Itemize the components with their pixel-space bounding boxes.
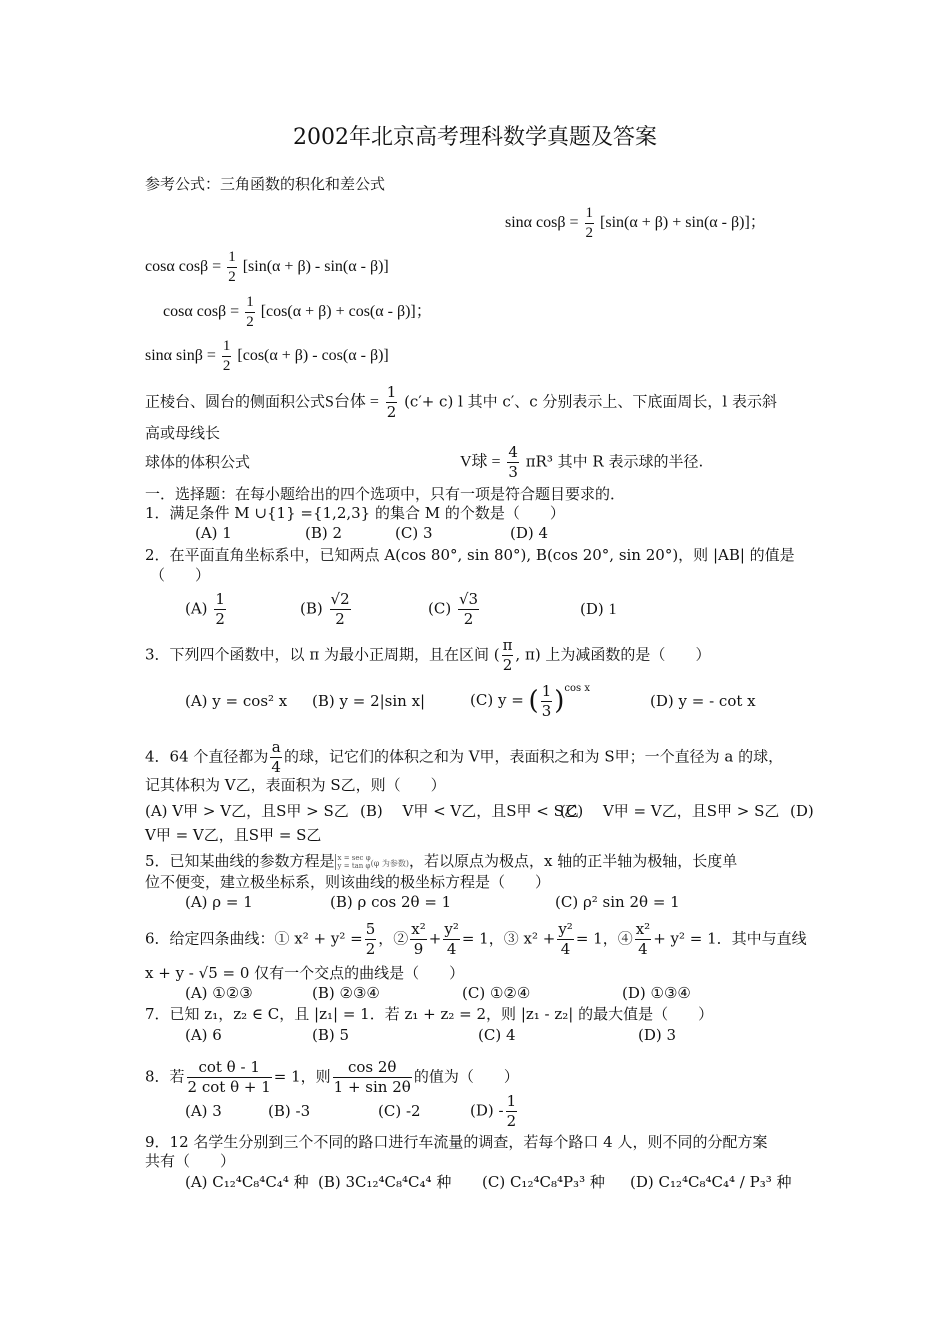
q2-option-a bbox=[185, 590, 228, 629]
q2-option-a-label: (A) bbox=[185, 599, 208, 618]
q3-stem-b: , π) 上为减函数的是（ ） bbox=[515, 645, 711, 664]
q1-stem: 1．满足条件 M ∪{1} ={1,2,3} 的集合 M 的个数是（ ） bbox=[145, 504, 565, 522]
frustum-text-b: (c′+ c) l 其中 c′、c 分别表示上、下底面周长，l 表示斜 bbox=[404, 392, 777, 411]
q6-frac-five-two bbox=[365, 920, 377, 959]
q6-option-a: (A) ①②③ bbox=[185, 984, 253, 1002]
q2-option-c-fraction bbox=[458, 590, 479, 629]
q3-c-num: 1 bbox=[541, 681, 552, 700]
ref-formula-2 bbox=[145, 248, 389, 287]
q2-stem: 2．在平面直角坐标系中，已知两点 A(cos 80°, sin 80°), B(cos 20°, sin 20°)，则 |AB| 的值是 bbox=[145, 546, 795, 564]
q8-fraction-2 bbox=[333, 1058, 412, 1097]
q4-option-d-label: (D) bbox=[790, 802, 814, 820]
q3-paren-open: ( bbox=[528, 686, 539, 716]
q6-stem bbox=[145, 920, 807, 959]
q4-option-b: (B) V甲 < V乙，且S甲 < S乙 bbox=[360, 802, 579, 820]
q7-option-b: (B) 5 bbox=[312, 1026, 350, 1044]
frustum-text-c: 高或母线长 bbox=[145, 424, 221, 442]
q8-option-c: (C) -2 bbox=[378, 1102, 421, 1120]
ref-formula-2-lhs: cosα cosβ = bbox=[145, 258, 222, 276]
half-den: 2 bbox=[222, 358, 231, 374]
q8-num2: cos 2θ bbox=[333, 1058, 412, 1078]
sphere-fraction bbox=[507, 443, 519, 482]
q9-stem-b: 共有（ ） bbox=[145, 1152, 236, 1170]
q4-stem-c: 记其体积为 V乙，表面积为 S乙，则（ ） bbox=[145, 776, 446, 794]
q1-option-c: (C) 3 bbox=[395, 524, 433, 542]
q6-eq3: + y² = 1．其中与直线 bbox=[653, 929, 807, 948]
q2-option-d-label: (D) bbox=[580, 600, 604, 618]
ref-formula-2-rhs: [sin(α + β) - sin(α - β)] bbox=[242, 258, 389, 276]
q4-fraction bbox=[270, 738, 282, 777]
q2-option-b-fraction bbox=[330, 590, 351, 629]
q3-option-d: (D) y = - cot x bbox=[650, 692, 756, 710]
q3-paren-close: ) bbox=[554, 686, 565, 716]
ref-formula-4-lhs: sinα sinβ = bbox=[145, 347, 216, 365]
q8-den1: 2 cot θ + 1 bbox=[187, 1078, 271, 1096]
q9-option-d: (D) C₁₂⁴C₈⁴C₄⁴ / P₃³ 种 bbox=[630, 1173, 792, 1191]
q5-option-a: (A) ρ = 1 bbox=[185, 893, 253, 911]
sphere-v: V球 = bbox=[460, 453, 501, 471]
q6-eq2: = 1，④ bbox=[575, 929, 633, 948]
q2-c-num: √3 bbox=[458, 590, 479, 608]
q4-a: a bbox=[271, 738, 281, 756]
q8-option-d-fraction bbox=[506, 1092, 518, 1131]
q4-stem-a: 4．64 个直径都为 bbox=[145, 747, 269, 766]
half-den: 2 bbox=[246, 314, 254, 330]
frustum-text-a: 正棱台、圆台的侧面积公式 bbox=[145, 392, 326, 411]
q7-option-d: (D) 3 bbox=[638, 1026, 677, 1044]
q6-stem-a: 6．给定四条曲线：① x² + y² = bbox=[145, 929, 363, 948]
ref-formula-4-rhs: [cos(α + β) - cos(α - β)] bbox=[237, 347, 389, 365]
half-den: 2 bbox=[228, 269, 236, 285]
q6-five: 5 bbox=[365, 920, 376, 938]
q5-option-c: (C) ρ² sin 2θ = 1 bbox=[555, 893, 680, 911]
q3-pi: π bbox=[502, 636, 513, 654]
q3-option-c bbox=[470, 680, 590, 721]
q3-option-c-exp: cos x bbox=[564, 683, 590, 694]
q2-option-c bbox=[428, 590, 481, 629]
q6-nine: 9 bbox=[413, 940, 424, 958]
half-num: 1 bbox=[386, 383, 397, 401]
q5-param-x: x = sec φ bbox=[337, 854, 371, 862]
q6-frac-x2-4 bbox=[635, 920, 651, 959]
q5-option-b: (B) ρ cos 2θ = 1 bbox=[330, 893, 452, 911]
q2-d-value: 1 bbox=[608, 601, 617, 618]
q8-d-den: 2 bbox=[506, 1112, 517, 1130]
q9-option-c: (C) C₁₂⁴C₈⁴P₃³ 种 bbox=[482, 1173, 605, 1191]
q3-stem bbox=[145, 636, 710, 675]
q8-fraction-1 bbox=[187, 1058, 272, 1097]
half-den: 2 bbox=[386, 403, 397, 421]
q5-param-note: (φ 为参数) bbox=[370, 859, 409, 868]
ref-formula-4 bbox=[145, 337, 389, 376]
q4-option-a: (A) V甲 > V乙，且S甲 > S乙 bbox=[145, 802, 349, 820]
q8-option-d bbox=[470, 1092, 519, 1131]
q8-den2: 1 + sin 2θ bbox=[333, 1078, 411, 1096]
half-fraction bbox=[227, 248, 237, 287]
q8-stem-b: 的值为（ ） bbox=[413, 1067, 519, 1086]
sphere-label: 球体的体积公式 bbox=[145, 453, 251, 471]
sphere-den: 3 bbox=[508, 463, 518, 481]
q1-option-d: (D) 4 bbox=[510, 524, 549, 542]
q7-option-c: (C) 4 bbox=[478, 1026, 516, 1044]
ref-heading: 参考公式：三角函数的积化和差公式 bbox=[145, 175, 386, 193]
q2-a-num: 1 bbox=[215, 590, 225, 608]
ref-formula-1-lhs: sinα cosβ = bbox=[505, 214, 579, 232]
q5-stem-c: 位不便变，建立极坐标系，则该曲线的极坐标方程是（ ） bbox=[145, 873, 551, 891]
q4-stem-b: 的球，记它们的体积之和为 V甲，表面积之和为 S甲；一个直径为 a 的球， bbox=[283, 747, 784, 766]
q2-stem-2: （ ） bbox=[150, 566, 211, 584]
q6-fourc: 4 bbox=[638, 940, 648, 958]
q6-sep1: ，② bbox=[378, 929, 409, 948]
q1-option-a: (A) 1 bbox=[195, 524, 232, 542]
q6-four: 4 bbox=[446, 940, 457, 958]
q2-b-den: 2 bbox=[335, 610, 345, 628]
q6-y2: y² bbox=[444, 920, 459, 938]
q4-stem bbox=[145, 738, 783, 777]
q6-x2b: x² bbox=[635, 920, 651, 938]
q6-fourb: 4 bbox=[560, 940, 571, 958]
q8-mid: = 1，则 bbox=[273, 1067, 331, 1086]
q6-option-c: (C) ①②④ bbox=[462, 984, 531, 1002]
q2-option-a-fraction bbox=[214, 590, 226, 629]
q8-d-num: 1 bbox=[506, 1092, 517, 1110]
q5-stem bbox=[145, 852, 737, 873]
half-num: 1 bbox=[222, 337, 232, 357]
q6-frac-y2-4 bbox=[443, 920, 460, 959]
q4-option-c: (C) V甲 = V乙，且S甲 > S乙 bbox=[560, 802, 780, 820]
half-num: 1 bbox=[245, 293, 255, 313]
q7-stem: 7．已知 z₁，z₂ ∈ C，且 |z₁| = 1．若 z₁ + z₂ = 2，则 |z₁ - z₂| 的最大值是（ ） bbox=[145, 1005, 714, 1023]
q2-option-b-label: (B) bbox=[300, 599, 323, 618]
q2-option-d bbox=[580, 600, 617, 619]
q6-frac-x2-9 bbox=[410, 920, 426, 959]
q6-plus: + bbox=[428, 929, 442, 948]
page-title: 2002年北京高考理科数学真题及答案 bbox=[293, 125, 657, 150]
ref-formula-1 bbox=[505, 204, 766, 243]
q9-option-b: (B) 3C₁₂⁴C₈⁴C₄⁴ 种 bbox=[318, 1173, 452, 1191]
q9-option-a: (A) C₁₂⁴C₈⁴C₄⁴ 种 bbox=[185, 1173, 309, 1191]
sphere-text-b: πR³ 其中 R 表示球的半径. bbox=[525, 452, 704, 471]
half-fraction bbox=[386, 383, 398, 422]
half-fraction bbox=[222, 337, 232, 376]
section-heading: 一．选择题：在每小题给出的四个选项中，只有一项是符合题目要求的． bbox=[145, 485, 626, 503]
q8-option-d-pre: (D) - bbox=[470, 1101, 504, 1120]
q6-frac-y2-4b bbox=[557, 920, 574, 959]
q8-num1: cot θ - 1 bbox=[187, 1058, 272, 1078]
q2-c-den: 2 bbox=[463, 610, 474, 628]
ref-formula-1-rhs: [sin(α + β) + sin(α - β)]； bbox=[600, 214, 766, 232]
half-den: 2 bbox=[585, 225, 594, 241]
half-fraction bbox=[245, 293, 255, 332]
q8-option-b: (B) -3 bbox=[268, 1102, 311, 1120]
q5-param-y: y = tan φ bbox=[337, 862, 371, 870]
q2-a-den: 2 bbox=[215, 610, 225, 628]
q5-stem-a: 5．已知某曲线的参数方程是 bbox=[145, 852, 335, 870]
ref-formula-3-lhs: cosα cosβ = bbox=[163, 303, 240, 321]
q5-param-system bbox=[335, 854, 371, 870]
q4-four: 4 bbox=[271, 758, 281, 776]
q3-stem-a: 3．下列四个函数中，以 π 为最小正周期，且在区间 ( bbox=[145, 645, 500, 664]
q6-option-d: (D) ①③④ bbox=[622, 984, 691, 1002]
q2-b-num: √2 bbox=[330, 590, 350, 608]
q6-option-b: (B) ②③④ bbox=[312, 984, 380, 1002]
q8-stem-a: 8．若 bbox=[145, 1067, 185, 1086]
ref-formula-3-rhs: [cos(α + β) + cos(α - β)]； bbox=[260, 303, 432, 321]
q9-stem-a: 9．12 名学生分别到三个不同的路口进行车流量的调查，若每个路口 4 人，则不同的分配方案 bbox=[145, 1133, 768, 1151]
q8-option-a: (A) 3 bbox=[185, 1102, 222, 1120]
q6-x2: x² bbox=[411, 920, 426, 938]
q6-eq1: = 1，③ x² + bbox=[461, 929, 556, 948]
q3-c-den: 3 bbox=[541, 701, 552, 720]
frustum-s: S台体 = bbox=[325, 393, 379, 411]
half-num: 1 bbox=[227, 248, 237, 268]
half-fraction bbox=[585, 204, 595, 243]
q8-stem bbox=[145, 1058, 519, 1097]
q5-stem-b: ，若以原点为极点，x 轴的正半轴为极轴，长度单 bbox=[408, 852, 738, 870]
q4-option-d: V甲 = V乙，且S甲 = S乙 bbox=[145, 826, 322, 844]
q6-stem-b: x + y - √5 = 0 仅有一个交点的曲线是（ ） bbox=[145, 964, 465, 982]
sphere-num: 4 bbox=[508, 443, 518, 461]
half-num: 1 bbox=[585, 204, 595, 224]
q6-two: 2 bbox=[365, 940, 376, 958]
q6-y2b: y² bbox=[558, 920, 573, 938]
q3-option-c-pre: (C) y = bbox=[470, 691, 524, 709]
frustum-formula bbox=[145, 383, 777, 422]
q2-option-c-label: (C) bbox=[428, 599, 452, 618]
q3-option-c-base bbox=[541, 682, 553, 721]
q7-option-a: (A) 6 bbox=[185, 1026, 222, 1044]
q3-option-b: (B) y = 2|sin x| bbox=[312, 692, 426, 710]
ref-formula-3 bbox=[163, 293, 432, 332]
q3-interval-fraction bbox=[502, 636, 514, 675]
q2-option-b bbox=[300, 590, 353, 629]
q3-option-a: (A) y = cos² x bbox=[185, 692, 288, 710]
q3-two: 2 bbox=[502, 656, 513, 674]
sphere-formula bbox=[460, 443, 703, 482]
q1-option-b: (B) 2 bbox=[305, 524, 343, 542]
